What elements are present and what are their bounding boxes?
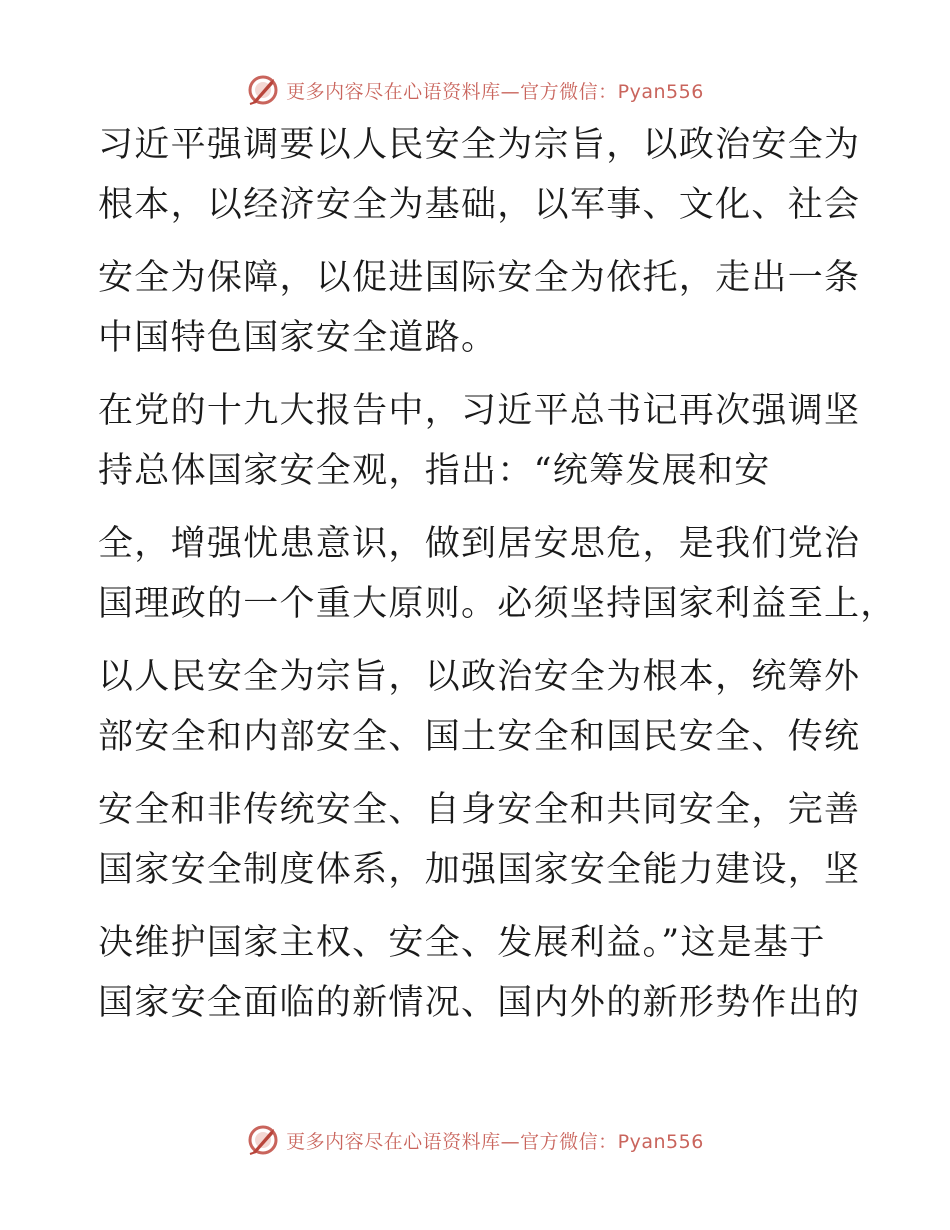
text-line: 在党的十九大报告中，习近平总书记再次强调坚 (98, 391, 861, 431)
text-line: 部安全和内部安全、国土安全和国民安全、传统 (98, 717, 861, 757)
footer-banner-text: 更多内容尽在心语资料库—官方微信：Pyan556 (286, 1130, 704, 1153)
text-line: 国家安全面临的新情况、国内外的新形势作出的 (98, 983, 861, 1023)
text-line: 习近平强调要以人民安全为宗旨，以政治安全为 (98, 125, 861, 165)
header-banner-text: 更多内容尽在心语资料库—官方微信：Pyan556 (286, 80, 704, 103)
text-line: 根本，以经济安全为基础，以军事、文化、社会 (98, 185, 861, 225)
text-line: 全，增强忧患意识，做到居安思危，是我们党治 (98, 524, 861, 564)
text-line: 安全为保障，以促进国际安全为依托，走出一条 (98, 258, 861, 298)
text-line: 国理政的一个重大原则。必须坚持国家利益至上， (98, 584, 897, 624)
text-line: 安全和非传统安全、自身安全和共同安全，完善 (98, 790, 861, 830)
quill-seal-icon (246, 1123, 280, 1157)
text-line: 国家安全制度体系，加强国家安全能力建设，坚 (98, 850, 861, 890)
footer-banner (0, 1120, 950, 1160)
header-banner (0, 70, 950, 110)
text-line: 中国特色国家安全道路。 (98, 318, 498, 358)
text-line: 持总体国家安全观，指出：“统筹发展和安 (98, 451, 771, 491)
text-line: 以人民安全为宗旨，以政治安全为根本，统筹外 (98, 657, 861, 697)
text-line: 决维护国家主权、安全、发展利益。”这是基于 (98, 923, 826, 963)
quill-seal-icon (246, 73, 280, 107)
